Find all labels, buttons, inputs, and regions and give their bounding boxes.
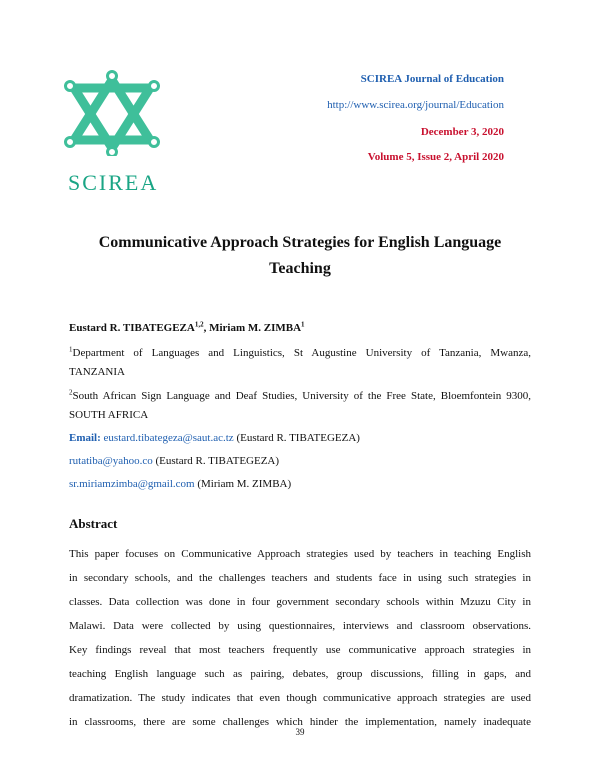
affiliation-2-country: SOUTH AFRICA — [69, 409, 149, 421]
affiliation-1-text: Department of Languages and Linguistics, St Augustine University of Tanzania, Mwanza, — [72, 347, 531, 359]
email-line-1 — [69, 432, 531, 444]
paper-title — [60, 230, 540, 282]
affiliation-1 — [69, 347, 531, 359]
abstract-line: classes. Data collection was done in four government secondary schools within Mzuzu City in — [69, 596, 531, 608]
affiliation-1-marker: 1 — [69, 345, 73, 354]
volume-issue: Volume 5, Issue 2, April 2020 — [367, 151, 504, 163]
scirea-wordmark — [68, 170, 158, 196]
abstract-line: Key findings reveal that most teachers frequently use communicative approach strategies in — [69, 644, 531, 656]
email-link-1[interactable]: eustard.tibategeza@saut.ac.tz — [103, 432, 234, 444]
email-line-2 — [69, 455, 531, 467]
abstract-line: Malawi. Data were collected by using questionnaires, interviews and classroom observations. — [69, 620, 531, 632]
journal-url-link[interactable]: http://www.scirea.org/journal/Education — [327, 99, 504, 111]
email-label: Email: — [69, 432, 101, 444]
abstract-heading: Abstract — [69, 516, 118, 531]
author-list — [69, 322, 531, 334]
abstract-line: in secondary schools, and the challenges teachers and students face in using such strategies in — [69, 572, 531, 584]
email-link-2[interactable]: rutatiba@yahoo.co — [69, 455, 153, 467]
abstract-line: dramatization. The study indicates that even though communicative approach strategies are used — [69, 692, 531, 704]
email-owner-1: (Eustard R. TIBATEGEZA) — [233, 432, 360, 444]
wordmark-text: SCIREA — [68, 170, 159, 195]
author-separator: , — [203, 322, 210, 334]
scirea-star-logo — [62, 70, 162, 156]
title-line-2: Teaching — [269, 260, 331, 277]
affiliation-2 — [69, 390, 531, 402]
email-owner-2: (Eustard R. TIBATEGEZA) — [152, 455, 280, 467]
author-1-affil: 1,2 — [194, 320, 204, 329]
email-owner-3: (Miriam M. ZIMBA) — [194, 478, 292, 490]
email-link-3[interactable]: sr.miriamzimba@gmail.com — [69, 478, 195, 490]
abstract-line: This paper focuses on Communicative Approach strategies used by teachers in teaching English — [69, 548, 531, 560]
author-1: Eustard R. TIBATEGEZA — [69, 322, 195, 334]
author-2-affil: 1 — [301, 320, 305, 329]
publication-date: December 3, 2020 — [420, 126, 504, 138]
email-line-3 — [69, 478, 531, 490]
affiliation-2-text: South African Sign Language and Deaf Studies, University of the Free State, Bloemfontein 9300, — [72, 390, 531, 402]
author-2: Miriam M. ZIMBA — [209, 322, 302, 334]
abstract-line: teaching English language such as pairing, debates, group discussions, filling in gaps, and — [69, 668, 531, 680]
affiliation-2-marker: 2 — [69, 388, 73, 397]
title-line-1: Communicative Approach Strategies for English Language — [98, 234, 502, 251]
affiliation-1-country: TANZANIA — [69, 366, 125, 378]
journal-name: SCIREA Journal of Education — [360, 73, 504, 85]
page-number: 39 — [295, 727, 305, 737]
abstract-line: in classrooms, there are some challenges which hinder the implementation, namely inadequate — [69, 716, 531, 728]
